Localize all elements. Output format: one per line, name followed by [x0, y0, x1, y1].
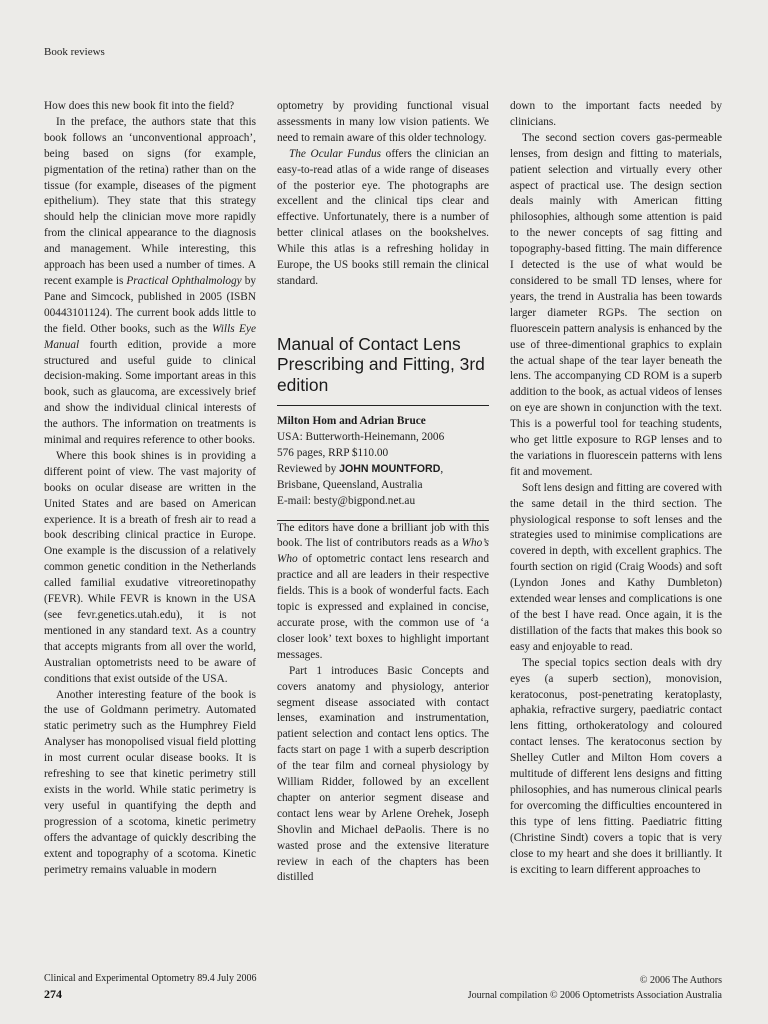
paragraph: How does this new book fit into the field? [44, 100, 235, 112]
italic-phrase: Who’s Who [277, 537, 489, 566]
journal-compilation: Journal compilation © 2006 Optometrists Association Australia [467, 990, 722, 1001]
divider [277, 405, 489, 406]
paragraph: optometry by providing functional visual assessments in many low vision patients. We need to remain aware of this older technology. [277, 100, 489, 144]
paragraph: Part 1 introduces Basic Concepts and covers anatomy and physiology, anterior segment disease associated with contact lenses, examination and instrumentation, patient selection and contact lens optics. The facts start on page 1 with a superb description of the tear film and corneal physiology by William Ridder, followed by an excellent chapter on anterior segment disease and contact lens wear by Arlene Orehek, Joseph Shovlin and Michael dePaolis. There is no wasted prose and the extensive literature review in each of the chapters has been distilled [277, 664, 489, 884]
book-title-italic: The Ocular Fundus [289, 147, 382, 160]
column-1 [44, 99, 256, 878]
paragraph: Soft lens design and fitting are covered with the same detail in the third section. The physiological response to soft lenses and the strategies used to minimise complications are covered in depth, with excellent graphics. The fourth section on rigid (Craig Woods) and soft (Lyndon Jones and Kathy Dumbleton) extended wear lenses and complications is one of the best I have read. Once again, it is the distillation of the facts that makes this book so easy and enjoyable to read. [510, 481, 722, 653]
reviewer-email: E-mail: besty@bigpond.net.au [277, 494, 416, 507]
running-header: Book reviews [44, 46, 105, 58]
book-details: 576 pages, RRP $110.00 [277, 446, 389, 459]
paragraph: The Ocular Fundus offers the clinician an easy-to-read atlas of a wide range of diseases of the posterior eye. The photographs are excellent and the clinical tips clear and effective. Unfortunately, there is a number of better clinical atlases on the bookshelves. While this atlas is a refreshing holiday in Europe, the US books still remain the clinical standard. [277, 147, 489, 287]
review-metadata [277, 414, 489, 509]
page-number: 274 [44, 987, 62, 1001]
book-title-italic: Practical Ophthalmology [126, 274, 242, 287]
paragraph: down to the important facts needed by clinicians. [510, 100, 722, 128]
reviewer-name: JOHN MOUNTFORD [339, 462, 441, 475]
column-3 [510, 99, 722, 878]
paragraph: The second section covers gas-permeable lenses, from design and fitting to materials, patient selection and virtually every other aspect of practical use. The design section deals mainly with American fitting philosophies, although some attention is paid to the newer concepts of sag fitting and topography-based fitting. The main difference I detected is the use of what would be considered to be small TD lenses, where for years, the trend in Australia has been towards larger diameter RGPs. The section on fluorescein pattern analysis is enhanced by the use of three-dimentional graphics to explain the actual shape of the tear layer beneath the lens. The accompanying CD ROM is a superb addition to the book, as actual videos of lenses on eye are shown in conjunction with the text. This is a powerful tool for teaching students, who get little exposure to RGP lenses and to the variations in fluorescein patterns with lens fit and movement. [510, 131, 722, 478]
reviewer-location: Brisbane, Queensland, Australia [277, 478, 423, 491]
publisher: USA: Butterworth-Heinemann, 2006 [277, 431, 445, 443]
paragraph: Where this book shines is in providing a different point of view. The vast majority of books on ocular disease are written in the United States and are based on American experience. It is a breath of fresh air to read a book describing clinical practice in Europe. One example is the discussion of a relatively common genetic condition in the Netherlands called familial exudative vitreoretinopathy (FEVR). While FEVR is known in the USA (see fevr.genetics.utah.edu), it is not mentioned in any standard text. As a country that accepts migrants from all over the world, Australian optometrists need to be aware of conditions that exist outside of the USA. [44, 449, 256, 685]
column-2 [277, 99, 489, 886]
book-title-italic: Wills Eye Manual [44, 322, 256, 351]
paragraph: The editors have done a brilliant job with this book. The list of contributors reads as a Who’s Who of optometric contact lens research and practice and all are leaders in their respective fields. This is a book of wonderful facts. Each topic is expressed and explained in concise, accurate prose, with the common use of ‘a closer look’ text boxes to highlight important messages. [277, 521, 489, 661]
book-authors: Milton Hom and Adrian Bruce [277, 415, 426, 428]
reviewer-line: Reviewed by JOHN MOUNTFORD, [277, 462, 444, 475]
paragraph: Another interesting feature of the book is the use of Goldmann perimetry. Automated static perimetry such as the Humphrey Field Analyser has monopolised visual field plotting in most current ocular disease books. It is refreshing to see that kinetic perimetry still exists in the world. While static perimetry is very useful in quantifying the depth and progression of a scotoma, kinetic perimetry offers the advantage of quickly describing the extent and topography of a scotoma. Kinetic perimetry remains valuable in modern [44, 688, 256, 876]
paragraph: The special topics section deals with dry eyes (a superb section), monovision, keratoconus, post-penetrating keratoplasty, aphakia, refractive surgery, paediatric contact lens fitting, orthokeratology and coloured contact lenses. The keratoconus section by Shelley Cutler and Milton Hom covers a multitude of different lens designs and fitting philosophies, and has numerous clinical pearls for overcoming the difficulties encountered in this type of lens fitting. Paediatric fitting (Christine Sindt) covers a topic that is very close to my heart and she does it brilliantly. It is exciting to learn different approaches to [510, 656, 722, 876]
journal-citation: Clinical and Experimental Optometry 89.4 July 2006 [44, 973, 257, 984]
copyright-block [468, 973, 722, 1003]
paragraph: In the preface, the authors state that this book follows an ‘unconventional approach’, being based on signs (for example, pigmentation of the retina) rather than on the tissue (for example, diseases of the pigment epithelium). They state that this strategy should help the clinician move more rapidly from the clinical appearance to the diagnosis and management. While interesting, this approach has been used a number of times. A recent example is Practical Ophthalmology by Pane and Simcock, published in 2005 (ISBN 00443101124). The current book adds little to the field. Other books, such as the Wills Eye Manual fourth edition, provide a more structured and useful guide to clinical decision-making. Some important areas in this book, such as glaucoma, are excessively brief and show the individual clinical interests of the authors. The information on treatments is minimal and requires reference to other books. [44, 115, 256, 447]
review-title: Manual of Contact Lens Prescribing and Fitting, 3rd edition [277, 333, 485, 395]
copyright-line: © 2006 The Authors [639, 975, 722, 986]
